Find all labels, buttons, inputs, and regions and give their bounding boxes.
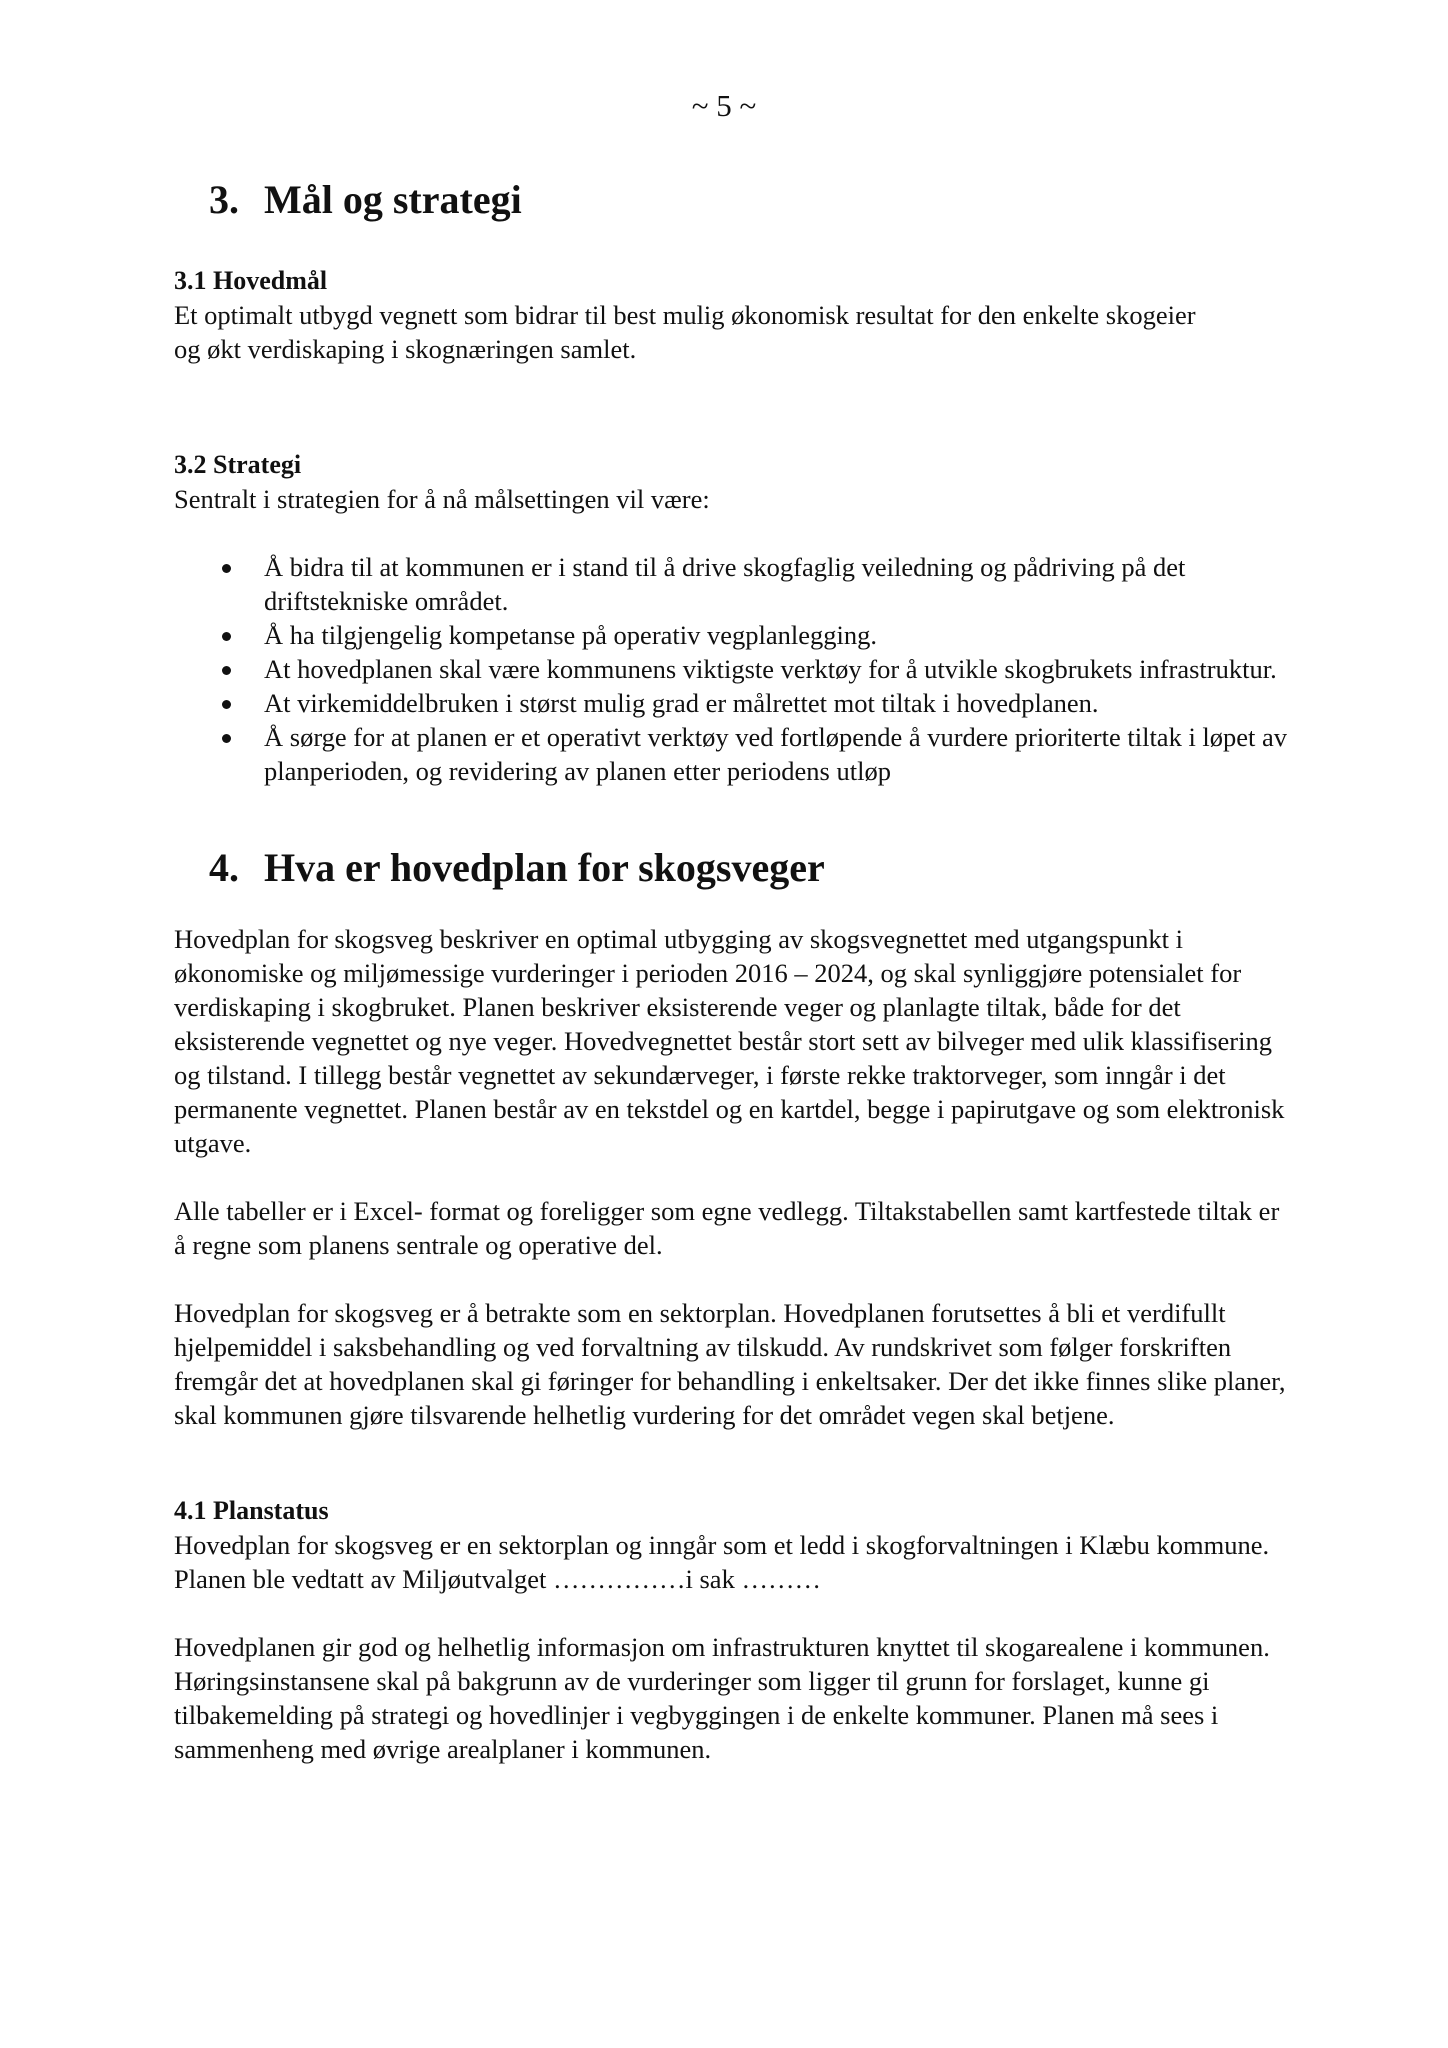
section-4-paragraph-2: Alle tabeller er i Excel- format og foreligger som egne vedlegg. Tiltakstabellen samt kartfestede tiltak er å regne som planens sentrale og operative del. bbox=[174, 1196, 1280, 1260]
bullet-text: Å ha tilgjengelig kompetanse på operativ vegplanlegging. bbox=[264, 620, 878, 650]
strategy-bullet-list bbox=[174, 550, 1294, 788]
section-4-1-heading: 4.1 Planstatus bbox=[174, 1496, 329, 1525]
section-3-heading bbox=[174, 170, 1294, 230]
bullet-text: At virkemiddelbruken i størst mulig grad er målrettet mot tiltak i hovedplanen. bbox=[264, 688, 1099, 718]
bullet-text: Å sørge for at planen er et operativt verktøy ved fortløpende å vurdere prioriterte tiltak i løpet av planperioden, og revidering av planen etter periodens utløp bbox=[264, 722, 1288, 786]
list-item bbox=[174, 720, 1294, 788]
section-4-1-paragraph-2: Hovedplanen gir god og helhetlig informasjon om infrastrukturen knyttet til skogarealene i kommunen. Høringsinstansene skal på bakgrunn av de vurderinger som ligger til grunn for forslaget, kunne gi tilbakemelding på strategi og hovedlinjer i vegbyggingen i de enkelte kommuner. Planen må sees i sammenheng med øvrige arealplaner i kommunen. bbox=[174, 1632, 1270, 1764]
section-4-1-paragraph-1: Hovedplan for skogsveg er en sektorplan og inngår som et ledd i skogforvaltningen i Klæbu kommune. Planen ble vedtatt av Miljøutvalget ……………i sak ……… bbox=[174, 1530, 1270, 1594]
bullet-icon bbox=[222, 632, 231, 641]
list-item bbox=[174, 550, 1294, 618]
page-number: ~ 5 ~ bbox=[691, 88, 757, 123]
bullet-icon bbox=[222, 700, 231, 709]
section-3-1-text: Et optimalt utbygd vegnett som bidrar til best mulig økonomisk resultat for den enkelte skogeier og økt verdiskaping i skognæringen samlet. bbox=[174, 300, 1196, 364]
section-4-title: Hva er hovedplan for skogsveger bbox=[264, 845, 825, 890]
section-4-paragraph-3: Hovedplan for skogsveg er å betrakte som en sektorplan. Hovedplanen forutsettes å bli et verdifullt hjelpemiddel i saksbehandling og ved forvaltning av tilskudd. Av rundskrivet som følger forskriften fremgår det at hovedplanen skal gi føringer for behandling i enkeltsaker. Der det ikke finnes slike planer, skal kommunen gjøre tilsvarende helhetlig vurdering for det området vegen skal betjene. bbox=[174, 1298, 1286, 1430]
list-item bbox=[174, 652, 1294, 686]
bullet-text: At hovedplanen skal være kommunens viktigste verktøy for å utvikle skogbrukets infrastruktur. bbox=[264, 654, 1277, 684]
bullet-icon bbox=[222, 666, 231, 675]
section-4-heading bbox=[174, 838, 1294, 898]
bullet-text: Å bidra til at kommunen er i stand til å drive skogfaglig veiledning og pådriving på det driftstekniske området. bbox=[264, 552, 1186, 616]
section-3-2-heading: 3.2 Strategi bbox=[174, 450, 302, 479]
bullet-icon bbox=[222, 734, 231, 743]
page-content bbox=[174, 170, 1294, 1766]
section-3-number: 3. bbox=[209, 177, 239, 222]
list-item bbox=[174, 686, 1294, 720]
section-3-title: Mål og strategi bbox=[264, 177, 522, 222]
section-3-2-intro: Sentralt i strategien for å nå målsettingen vil være: bbox=[174, 484, 710, 514]
list-item bbox=[174, 618, 1294, 652]
section-4-number: 4. bbox=[209, 845, 239, 890]
bullet-icon bbox=[222, 564, 231, 573]
section-4-paragraph-1: Hovedplan for skogsveg beskriver en optimal utbygging av skogsvegnettet med utgangspunkt i økonomiske og miljømessige vurderinger i perioden 2016 – 2024, og skal synliggjøre potensialet for verdiskaping i skogbruket. Planen beskriver eksisterende veger og planlagte tiltak, både for det eksisterende vegnettet og nye veger. Hovedvegnettet består stort sett av bilveger med ulik klassifisering og tilstand. I tillegg består vegnettet av sekundærveger, i første rekke traktorveger, som inngår i det permanente vegnettet. Planen består av en tekstdel og en kartdel, begge i papirutgave og som elektronisk utgave. bbox=[174, 924, 1285, 1158]
section-3-1-heading: 3.1 Hovedmål bbox=[174, 266, 328, 295]
